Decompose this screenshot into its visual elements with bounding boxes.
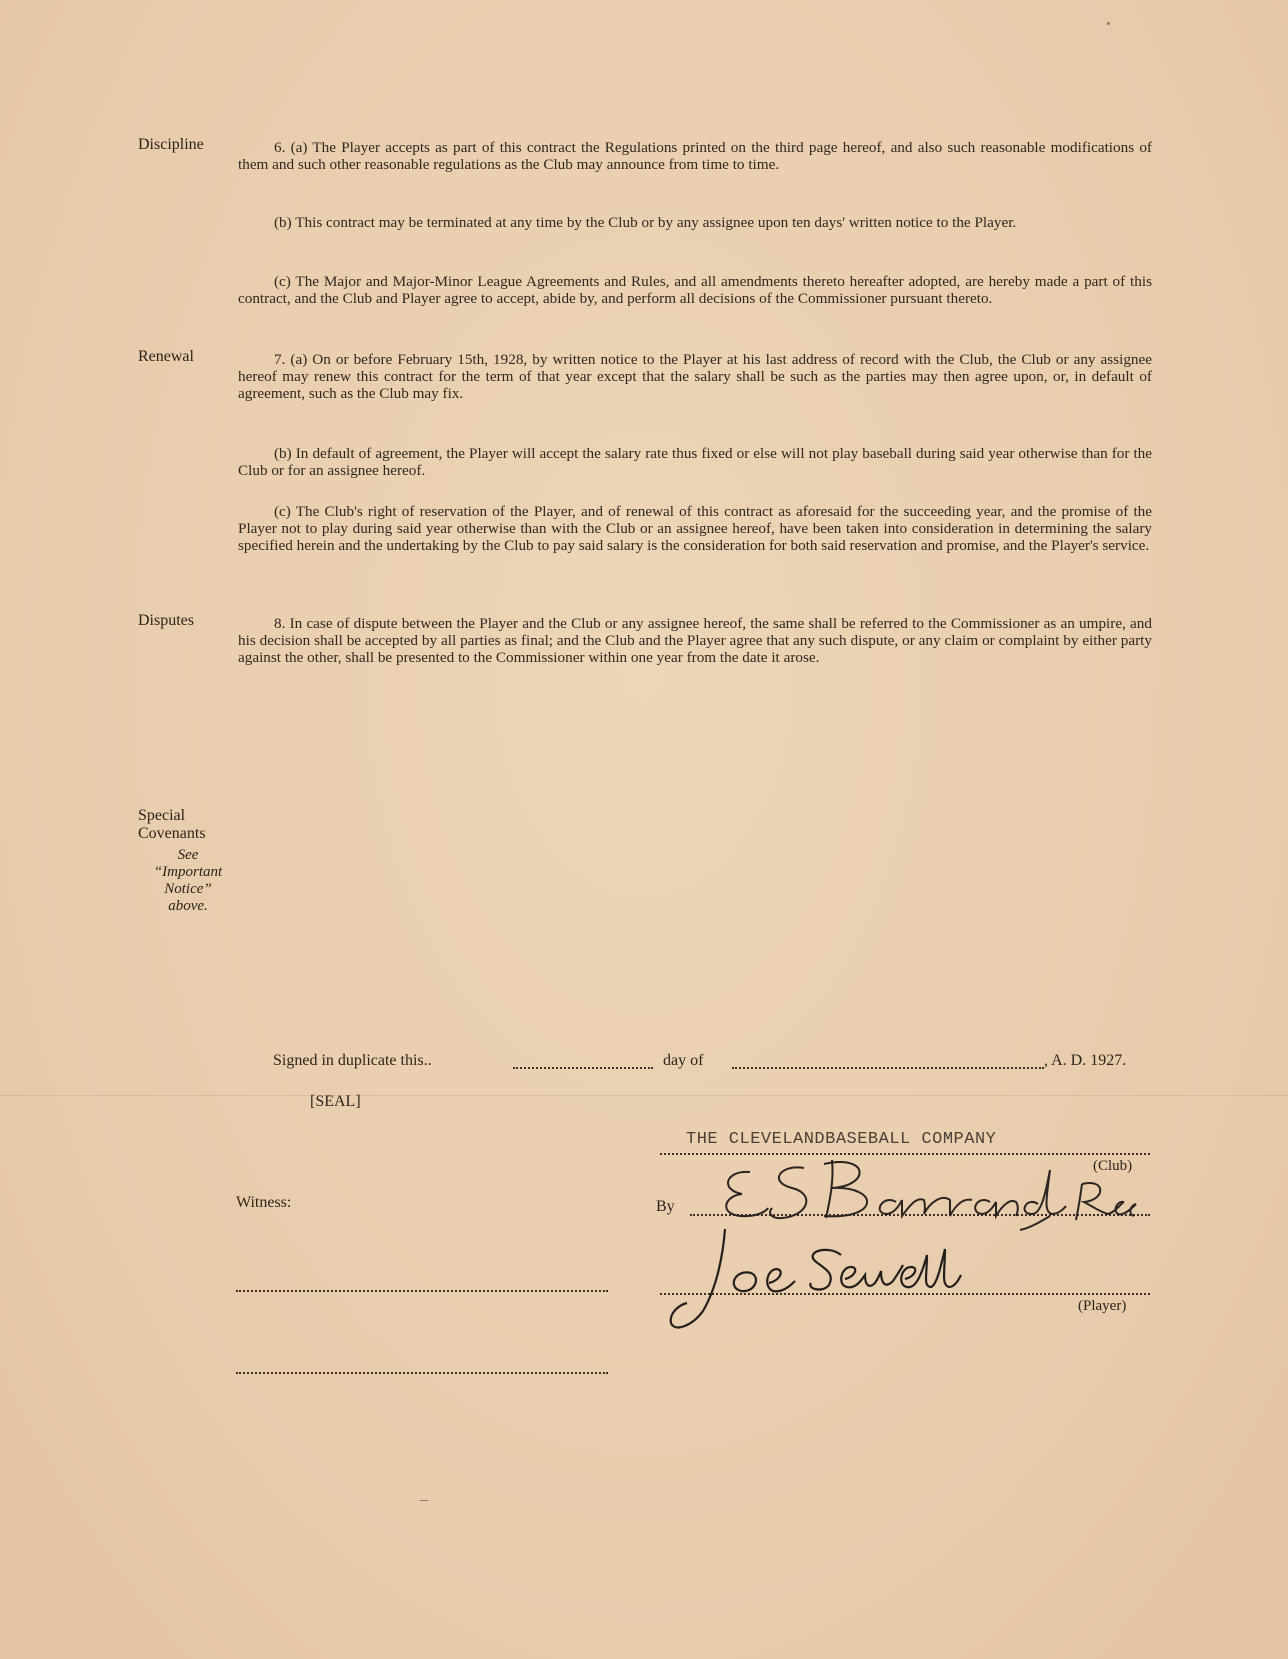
note-line-1: See <box>177 847 199 863</box>
club-signature <box>720 1150 1140 1230</box>
label-covenants: Covenants <box>138 825 206 842</box>
note-line-2: “Important <box>153 864 223 880</box>
paragraph-7b-text: (b) In default of agreement, the Player will accept the salary rate thus fixed or else will not play baseball during said year otherwise than for the Club or for an assignee hereof. <box>238 445 1152 479</box>
label-special-covenants <box>138 807 206 843</box>
player-caption: (Player) <box>1078 1298 1127 1314</box>
paragraph-6b <box>238 215 1152 232</box>
month-dotted-line <box>732 1067 1044 1069</box>
fold-crease <box>0 1095 1288 1096</box>
paragraph-6a-text: 6. (a) The Player accepts as part of this contract the Regulations printed on the third page hereof, and also such reasonable modifications of them and such other reasonable regulations as the Club may announce from time to time. <box>238 139 1152 173</box>
day-of-text: day of <box>663 1052 704 1069</box>
paragraph-8 <box>238 616 1152 666</box>
by-label: By <box>656 1198 675 1215</box>
day-dotted-line <box>513 1067 653 1069</box>
paper-speck <box>420 1500 428 1501</box>
paragraph-7c-text: (c) The Club's right of reservation of the Player, and of renewal of this contract as aforesaid for the succeeding year, and the promise of the Player not to play during said year otherwise than with the Club or an assignee hereof, have been taken into consideration in determining the salary specified herein and the undertaking by the Club to pay said salary is the consideration for both said reservation and promise, and the Player's service. <box>238 503 1152 554</box>
label-disputes: Disputes <box>138 612 194 629</box>
paragraph-6b-text: (b) This contract may be terminated at any time by the Club or by any assignee upon ten days' written notice to the Player. <box>274 214 1017 231</box>
player-signature <box>665 1225 965 1335</box>
paragraph-8-text: 8. In case of dispute between the Player and the Club or any assignee hereof, the same shall be referred to the Commissioner as an umpire, and his decision shall be accepted by all parties as final; and the Club and the Player agree that any such dispute, or any claim or complaint by either party against the other, shall be presented to the Commissioner within one year from the date it arose. <box>238 615 1152 666</box>
witness-label: Witness: <box>236 1194 292 1211</box>
note-line-4: above. <box>168 898 208 914</box>
club-caption: (Club) <box>1093 1158 1133 1174</box>
witness-line-2 <box>236 1372 608 1374</box>
paragraph-6c <box>238 274 1152 308</box>
witness-line-1 <box>236 1290 608 1292</box>
paper-speck <box>1107 22 1110 25</box>
important-notice-note <box>136 847 240 915</box>
paragraph-6a <box>238 140 1152 174</box>
note-line-3: Notice” <box>164 881 212 897</box>
paragraph-6c-text: (c) The Major and Major-Minor League Agreements and Rules, and all amendments thereto hereafter adopted, are hereby made a part of this contract, and the Club and Player agree to accept, abide by, and perform all decisions of the Commissioner pursuant thereto. <box>238 273 1152 307</box>
signed-in-duplicate-text: Signed in duplicate this.. <box>273 1052 432 1069</box>
club-name-typed: THE CLEVELANDBASEBALL COMPANY <box>686 1130 997 1149</box>
label-special: Special <box>138 807 186 824</box>
year-text: , A. D. 1927. <box>1044 1052 1127 1069</box>
seal-text: [SEAL] <box>310 1093 361 1110</box>
paragraph-7c <box>238 504 1152 554</box>
label-renewal: Renewal <box>138 348 194 365</box>
paragraph-7a-text: 7. (a) On or before February 15th, 1928, by written notice to the Player at his last address of record with the Club, the Club or any assignee hereof may renew this contract for the term of that year except that the salary shall be such as the parties may then agree upon, or, in default of agreement, such as the Club may fix. <box>238 351 1152 402</box>
paragraph-7b <box>238 446 1152 480</box>
label-discipline: Discipline <box>138 136 204 153</box>
paragraph-7a <box>238 352 1152 402</box>
